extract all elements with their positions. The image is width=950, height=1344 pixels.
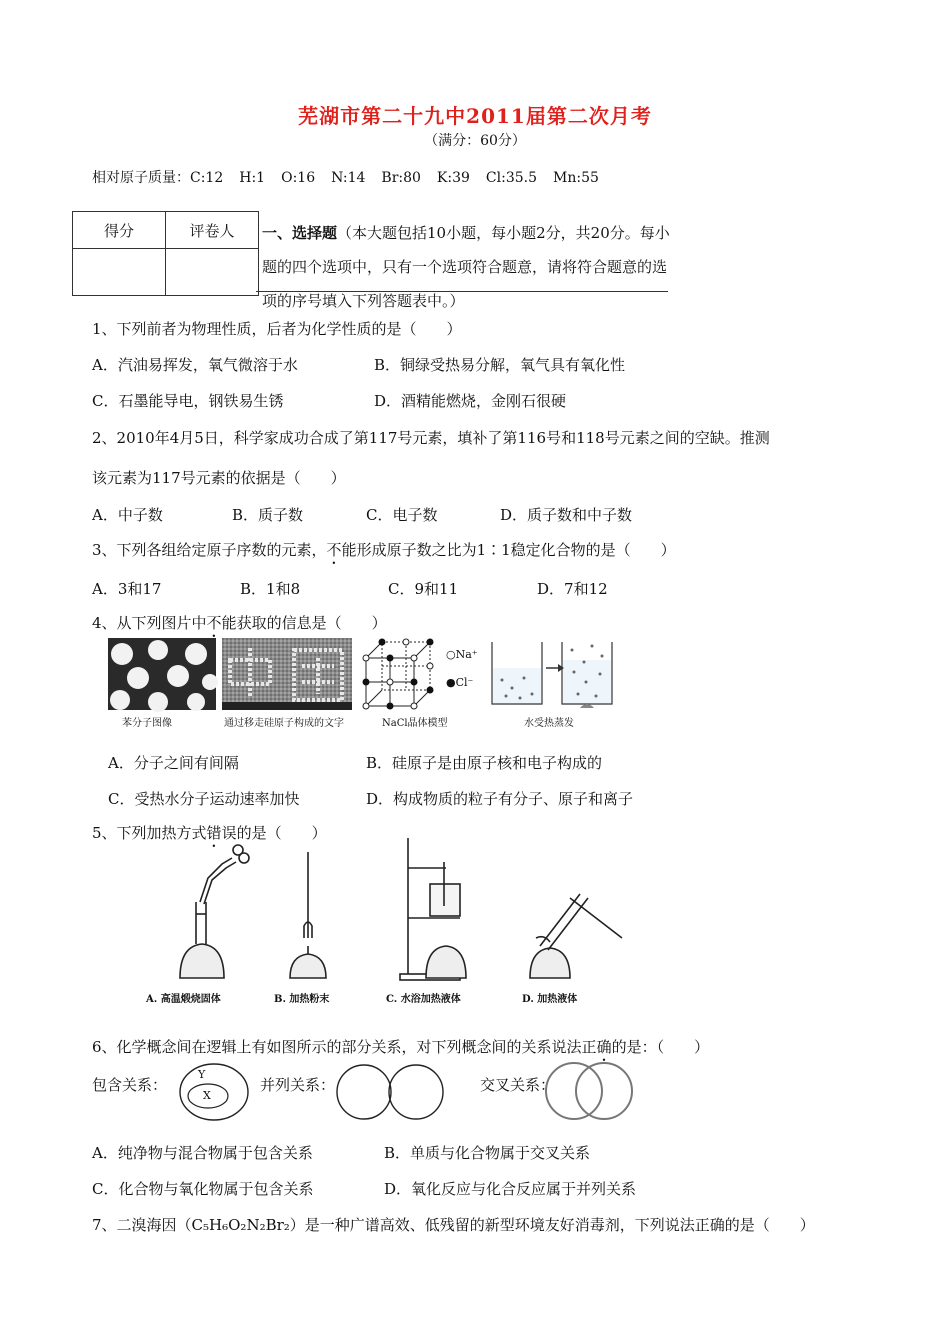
q5-caption-c: C. 水浴加热液体 xyxy=(386,994,461,1005)
atomic-masses xyxy=(92,167,615,187)
water-evaporation-image xyxy=(488,638,618,714)
heating-apparatus-illustration xyxy=(140,838,640,988)
q2-option-d: D．质子数和中子数 xyxy=(500,506,633,524)
q6-option-b: B．单质与化合物属于交叉关系 xyxy=(384,1144,591,1162)
set-y-label: Y xyxy=(198,1068,206,1081)
q3-option-c: C．9和11 xyxy=(388,580,459,598)
q2-option-b: B．质子数 xyxy=(232,506,304,524)
q4-option-a: A．分子之间有间隔 xyxy=(108,754,239,772)
legend-cl: ●Cl⁻ xyxy=(446,676,474,689)
q4-option-d: D．构成物质的粒子有分子、原子和离子 xyxy=(366,790,634,808)
q1-stem: 1、下列前者为物理性质，后者为化学性质的是（ ） xyxy=(92,320,462,338)
q2-option-a: A．中子数 xyxy=(92,506,163,524)
silicon-text-image xyxy=(222,638,352,710)
q5-caption-d: D. 加热液体 xyxy=(522,994,578,1005)
mass-mn: Mn:55 xyxy=(553,170,599,186)
contain-relation-diagram xyxy=(178,1062,250,1122)
score-table xyxy=(72,211,259,296)
exam-subtitle: （满分：60分） xyxy=(424,133,526,149)
q6-stem-pre: 6、化学概念间在逻辑上有如图所示的部分关系，对下列概念间的关系说法正 xyxy=(92,1038,597,1056)
q3-stem-pre: 3、下列各组给定原子序数的元素， xyxy=(92,541,327,559)
q4-stem-pre: 4、从下列图片中 xyxy=(92,614,207,632)
benzene-image xyxy=(108,638,216,710)
section-heading xyxy=(262,216,672,310)
grader-header: 评卷人 xyxy=(166,212,259,249)
q5-stem-post: 误的是（ ） xyxy=(221,824,327,842)
q1-option-a: A．汽油易挥发，氧气微溶于水 xyxy=(92,356,298,374)
exam-title: 芜湖市第二十九中2011届第二次月考 xyxy=(298,104,652,128)
q6-option-c: C．化合物与氧化物属于包含关系 xyxy=(92,1180,314,1198)
cross-relation-diagram xyxy=(544,1060,636,1122)
q4-stem xyxy=(92,612,387,641)
q4-caption-benzene: 苯分子图像 xyxy=(122,718,172,729)
q7-stem: 7、二溴海因（C₅H₆O₂N₂Br₂）是一种广谱高效、低残留的新型环境友好消毒剂，下列说法正确的是（ ） xyxy=(92,1216,815,1234)
q1-option-b: B．铜绿受热易分解，氧气具有氧化性 xyxy=(374,356,626,374)
mass-o: O:16 xyxy=(281,170,316,186)
q6-stem-emphasis: 确 xyxy=(596,1038,612,1056)
legend-na: ○Na⁺ xyxy=(446,648,478,661)
parallel-relation-label: 并列关系： xyxy=(260,1076,336,1094)
q3-stem xyxy=(92,539,676,568)
atomic-masses-label: 相对原子质量： xyxy=(92,170,190,186)
mass-k: K:39 xyxy=(436,170,470,186)
q6-option-d: D．氧化反应与化合反应属于并列关系 xyxy=(384,1180,637,1198)
q6-option-a: A．纯净物与混合物属于包含关系 xyxy=(92,1144,313,1162)
section-description: （本大题包括10小题，每小题2分，共20分。每小题的四个选项中，只有一个选项符合题意，请将符合题意的选项的序号填入下列答题表中。） xyxy=(262,224,670,310)
parallel-relation-diagram xyxy=(334,1062,444,1122)
contain-relation-label: 包含关系： xyxy=(92,1076,168,1094)
mass-cl: Cl:35.5 xyxy=(485,170,537,186)
q6-stem-post: 的是：（ ） xyxy=(611,1038,710,1056)
q3-stem-emphasis: 不 xyxy=(326,541,342,559)
q2-stem-line1: 2、2010年4月5日，科学家成功合成了第117号元素，填补了第116号和118号元素之间的空缺。推测 xyxy=(92,429,770,447)
q4-caption-silicon: 通过移走硅原子构成的文字 xyxy=(224,718,344,729)
cross-relation-label: 交叉关系： xyxy=(480,1076,556,1094)
q3-option-a: A．3和17 xyxy=(92,580,162,598)
q2-stem-line2: 该元素为117号元素的依据是（ ） xyxy=(92,469,346,487)
q4-option-b: B．硅原子是由原子核和电子构成的 xyxy=(366,754,603,772)
q1-option-d: D．酒精能燃烧，金刚石很硬 xyxy=(374,392,567,410)
q4-option-c: C．受热水分子运动速率加快 xyxy=(108,790,300,808)
q3-stem-post: 能形成原子数之比为1∶1稳定化合物的是（ ） xyxy=(341,541,676,559)
q5-caption-b: B. 加热粉末 xyxy=(274,994,330,1005)
mass-h: H:1 xyxy=(239,170,266,186)
score-cell[interactable] xyxy=(73,249,166,296)
q1-option-c: C．石墨能导电，钢铁易生锈 xyxy=(92,392,284,410)
mass-br: Br:80 xyxy=(381,170,421,186)
mass-c: C:12 xyxy=(190,170,224,186)
q4-stem-emphasis: 不 xyxy=(206,614,222,632)
q4-caption-nacl: NaCl晶体模型 xyxy=(382,718,448,729)
q5-stem-emphasis: 错 xyxy=(206,824,222,842)
set-x-label: X xyxy=(203,1089,211,1102)
q2-option-c: C．电子数 xyxy=(366,506,438,524)
q5-stem-pre: 5、下列加热方式 xyxy=(92,824,207,842)
q3-option-d: D．7和12 xyxy=(537,580,608,598)
grader-cell[interactable] xyxy=(166,249,259,296)
section-title: 一、选择题 xyxy=(262,224,338,242)
section-rule xyxy=(256,291,668,292)
q3-option-b: B．1和8 xyxy=(240,580,301,598)
q5-caption-a: A. 高温煅烧固体 xyxy=(146,994,221,1005)
q4-stem-post: 能获取的信息是（ ） xyxy=(221,614,387,632)
q4-caption-water: 水受热蒸发 xyxy=(524,718,574,729)
score-header: 得分 xyxy=(73,212,166,249)
mass-n: N:14 xyxy=(331,170,366,186)
